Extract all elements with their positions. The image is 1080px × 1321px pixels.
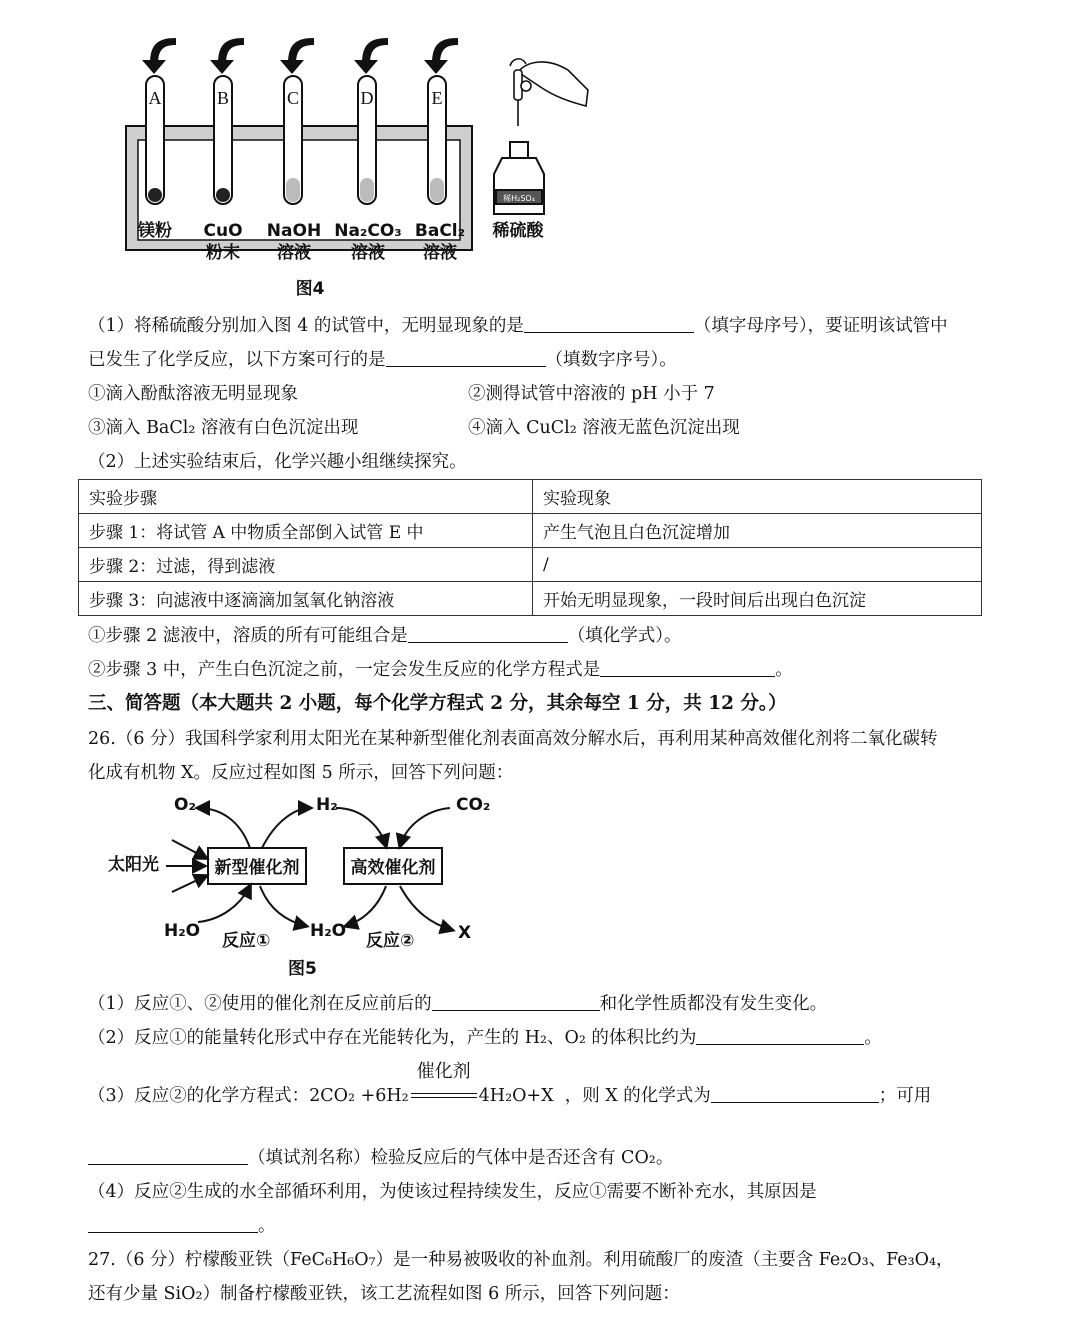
tube-label: Na₂CO₃	[334, 221, 402, 241]
q26-sub2	[88, 1026, 882, 1050]
q1-option-1: ①滴入酚酞溶液无明显现象	[88, 384, 298, 404]
answer-blank[interactable]	[432, 992, 600, 1011]
answer-blank[interactable]	[600, 658, 775, 677]
answer-blank[interactable]	[524, 314, 694, 333]
q2-sub1	[88, 624, 682, 648]
q1-line2-suffix: （填数字序号）。	[545, 350, 677, 370]
equation-condition	[409, 1061, 479, 1108]
q2-sub2	[88, 658, 793, 682]
table-row	[79, 514, 982, 548]
tube-label: BaCl₂	[414, 221, 466, 241]
q26-sub1-prefix: （1）反应①、②使用的催化剂在反应前后的	[88, 994, 432, 1014]
reaction1-label: 反应①	[222, 931, 271, 951]
q26-sub3-line2	[88, 1146, 673, 1170]
answer-blank[interactable]	[88, 1146, 248, 1165]
tube-label: NaOH	[266, 221, 322, 241]
tube-label: 溶液	[351, 243, 385, 263]
q26-sub3-line2-suffix: （填试剂名称）检验反应后的气体中是否还含有 CO₂。	[248, 1148, 674, 1168]
sunlight-label: 太阳光	[108, 855, 159, 875]
answer-blank[interactable]	[711, 1084, 879, 1103]
reaction2-label: 反应②	[366, 931, 415, 951]
tube-label: 溶液	[423, 243, 457, 263]
x-label: X	[458, 923, 472, 943]
tube-label: 溶液	[277, 243, 311, 263]
table-header-row	[79, 480, 982, 514]
q27-line1: 27.（6 分）柠檬酸亚铁（FeC₆H₆O₇）是一种易被吸收的补血剂。利用硫酸厂的废渣（主要含 Fe₂O₃、Fe₃O₄，	[88, 1250, 954, 1270]
tube-letter: C	[286, 88, 300, 108]
table-cell-step: 步骤 2：过滤，得到滤液	[79, 548, 533, 582]
h2-label: H₂	[316, 795, 338, 815]
q1-option-3: ③滴入 BaCl₂ 溶液有白色沉淀出现	[88, 418, 359, 438]
drop-arrows	[142, 38, 458, 74]
q1-suffix: （填字母序号），要证明该试管中	[693, 316, 948, 336]
q26-sub4-line2	[88, 1214, 276, 1238]
q2-sub1-suffix: （填化学式）。	[567, 626, 682, 646]
q26-sub1-suffix: 和化学性质都没有发生变化。	[599, 994, 828, 1014]
q1-line1	[88, 314, 948, 338]
q26-sub2-prefix: （2）反应①的能量转化形式中存在光能转化为，产生的 H₂、O₂ 的体积比约为	[88, 1028, 697, 1048]
q26-line1: 26.（6 分）我国科学家利用太阳光在某种新型催化剂表面高效分解水后，再利用某种高效催化剂将二氧化碳转	[88, 729, 938, 749]
table-cell-phenomenon: 开始无明显现象，一段时间后出现白色沉淀	[533, 582, 982, 616]
table-cell-step: 步骤 3：向滤液中逐滴滴加氢氧化钠溶液	[79, 582, 533, 616]
catalyst2-label: 高效催化剂	[350, 858, 436, 878]
table-header: 实验步骤	[79, 480, 533, 514]
tube-label: 粉末	[206, 243, 240, 263]
h2o-right-label: H₂O	[310, 921, 347, 941]
acid-bottle-icon	[494, 142, 544, 214]
tube-letter: B	[216, 88, 230, 108]
figure-5	[100, 786, 500, 986]
answer-blank[interactable]	[696, 1026, 864, 1045]
tube-label: 镁粉	[138, 221, 172, 241]
catalyst1-label: 新型催化剂	[214, 858, 300, 878]
answer-blank[interactable]	[88, 1214, 258, 1233]
dropper-hand-icon	[510, 59, 588, 126]
tube-letter: D	[360, 88, 374, 108]
q2-intro: （2）上述实验结束后，化学兴趣小组继续探究。	[88, 452, 467, 472]
table-cell-step: 步骤 1：将试管 A 中物质全部倒入试管 E 中	[79, 514, 533, 548]
q26-line2: 化成有机物 X。反应过程如图 5 所示，回答下列问题：	[88, 763, 514, 783]
table-header: 实验现象	[533, 480, 982, 514]
q2-sub1-prefix: ①步骤 2 滤液中，溶质的所有可能组合是	[88, 626, 408, 646]
q1-line2	[88, 348, 677, 372]
q26-sub1	[88, 992, 827, 1016]
q26-sub3-mid: ，则 X 的化学式为	[564, 1086, 711, 1106]
table-row	[79, 582, 982, 616]
q26-sub4-line2-suffix: 。	[258, 1216, 276, 1236]
q26-sub2-suffix: 。	[864, 1028, 882, 1048]
acid-label: 稀硫酸	[492, 221, 544, 241]
q1-line2-prefix: 已发生了化学反应，以下方案可行的是	[88, 350, 386, 370]
equation-right: 4H₂O+X	[478, 1086, 554, 1106]
figure-4	[118, 30, 598, 305]
q1-option-2: ②测得试管中溶液的 pH 小于 7	[468, 384, 715, 404]
figure-caption: 图5	[288, 959, 317, 979]
tube-label: CuO	[203, 221, 243, 241]
q1-prefix: （1）将稀硫酸分别加入图 4 的试管中，无明显现象的是	[88, 316, 524, 336]
q2-sub2-suffix: 。	[775, 660, 793, 680]
table-cell-phenomenon: /	[533, 548, 982, 582]
o2-label: O₂	[174, 795, 196, 815]
q27-line2: 还有少量 SiO₂）制备柠檬酸亚铁，该工艺流程如图 6 所示，回答下列问题：	[88, 1284, 680, 1304]
tube-letter: E	[431, 88, 443, 108]
co2-label: CO₂	[456, 795, 491, 815]
q1-option-4: ④滴入 CuCl₂ 溶液无蓝色沉淀出现	[468, 418, 740, 438]
tube-letter: A	[148, 88, 162, 108]
q26-sub4: （4）反应②生成的水全部循环利用，为使该过程持续发生，反应①需要不断补充水，其原因是	[88, 1182, 817, 1202]
answer-blank[interactable]	[408, 624, 568, 643]
answer-blank[interactable]	[386, 348, 546, 367]
bottle-label: 稀H₂SO₄	[503, 194, 535, 203]
q2-sub2-prefix: ②步骤 3 中，产生白色沉淀之前，一定会发生反应的化学方程式是	[88, 660, 601, 680]
q26-sub3-prefix: （3）反应②的化学方程式：	[88, 1086, 310, 1106]
table-row	[79, 548, 982, 582]
q26-sub3	[88, 1061, 932, 1108]
table-cell-phenomenon: 产生气泡且白色沉淀增加	[533, 514, 982, 548]
equation-left: 2CO₂ +6H₂	[309, 1086, 409, 1106]
experiment-table	[78, 479, 982, 616]
section-heading: 三、简答题（本大题共 2 小题，每个化学方程式 2 分，其余每空 1 分，共 12 分。）	[88, 693, 787, 714]
figure-caption: 图4	[295, 279, 325, 299]
h2o-left-label: H₂O	[164, 921, 201, 941]
q26-sub3-suffix: ；可用	[878, 1086, 932, 1106]
catalyst-condition-label: 催化剂	[416, 1061, 471, 1082]
